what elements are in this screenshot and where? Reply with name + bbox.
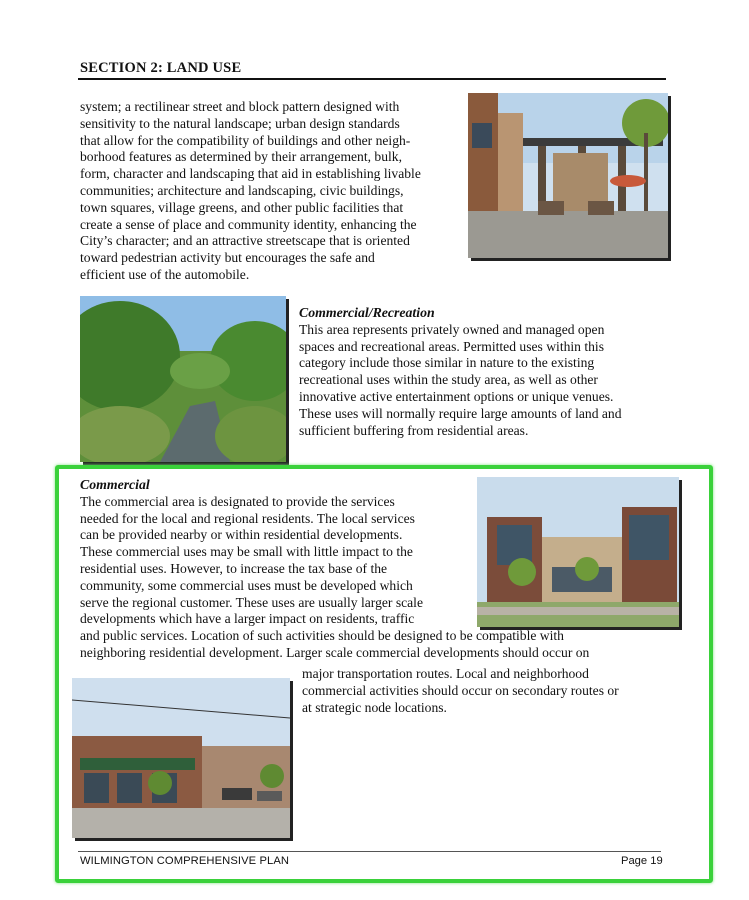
- commercial-recreation-section: [299, 305, 622, 439]
- commercial-line: major transportation routes. Local and neighborhood: [302, 666, 589, 681]
- footer-rule: [78, 851, 661, 852]
- intro-line: system; a rectilinear street and block pattern designed with: [80, 99, 400, 114]
- commercial-recreation-line: category include those similar in nature to the existing: [299, 355, 595, 371]
- plaza-photo: [468, 93, 668, 258]
- commercial-line: at strategic node locations.: [302, 699, 447, 715]
- intro-paragraph: [80, 99, 421, 284]
- intro-line: form, character and landscaping that aid in establishing livable: [80, 166, 421, 182]
- commercial-recreation-line: These uses will normally require large amounts of land and: [299, 405, 622, 421]
- commercial-line: community, some commercial uses must be developed which: [80, 577, 413, 593]
- intro-line: sensitivity to the natural landscape; urban design standards: [80, 115, 400, 131]
- intro-line: efficient use of the automobile.: [80, 266, 250, 282]
- commercial-line: and public services. Location of such activities should be designed to be compatible with: [80, 628, 564, 644]
- storefront-photo: [72, 678, 290, 838]
- commercial-recreation-line: innovative active entertainment options or unique venues.: [299, 388, 614, 404]
- creek-photo: [80, 296, 286, 462]
- commercial-line: commercial activities should occur on secondary routes or: [302, 682, 619, 698]
- commercial-line: The commercial area is designated to provide the services: [80, 493, 395, 509]
- commercial-line: residential uses. However, to increase the tax base of the: [80, 560, 388, 576]
- commercial-line: serve the regional customer. These uses are usually larger scale: [80, 594, 423, 610]
- header-rule: [78, 78, 666, 80]
- intro-line: create a sense of place and community identity, enhancing the: [80, 216, 417, 232]
- commercial-building-photo: [477, 477, 679, 627]
- footer-title: WILMINGTON COMPREHENSIVE PLAN: [80, 855, 290, 867]
- page-number: Page 19: [621, 855, 663, 867]
- commercial-heading: Commercial: [80, 477, 150, 492]
- intro-line: communities; architecture and landscaping, civic buildings,: [80, 182, 404, 198]
- intro-line: that allow for the compatibility of buildings and other neigh-: [80, 132, 411, 148]
- commercial-line: developments which have a larger impact on residents, traffic: [80, 611, 415, 627]
- commercial-line: needed for the local and regional residents. The local services: [80, 510, 415, 526]
- commercial-recreation-line: sufficient buffering from residential areas.: [299, 422, 529, 438]
- commercial-line: can be provided nearby or within residential developments.: [80, 527, 403, 543]
- commercial-recreation-line: spaces and recreational areas. Permitted uses within this: [299, 338, 605, 354]
- commercial-recreation-line: recreational uses within the study area, as well as other: [299, 372, 598, 388]
- commercial-recreation-line: This area represents privately owned and managed open: [299, 321, 605, 337]
- commercial-recreation-heading: Commercial/Recreation: [299, 305, 435, 320]
- section-title: SECTION 2: LAND USE: [80, 60, 242, 76]
- commercial-line: These commercial uses may be small with little impact to the: [80, 544, 413, 560]
- commercial-section-continued: [302, 666, 619, 716]
- commercial-line: neighboring residential development. Larger scale commercial developments should occur on: [80, 644, 590, 660]
- intro-line: City’s character; and an attractive streetscape that is oriented: [80, 233, 410, 249]
- intro-line: toward pedestrian activity but encourages the safe and: [80, 250, 375, 266]
- intro-line: town squares, village greens, and other public facilities that: [80, 199, 404, 215]
- intro-line: borhood features as determined by their arrangement, bulk,: [80, 149, 402, 165]
